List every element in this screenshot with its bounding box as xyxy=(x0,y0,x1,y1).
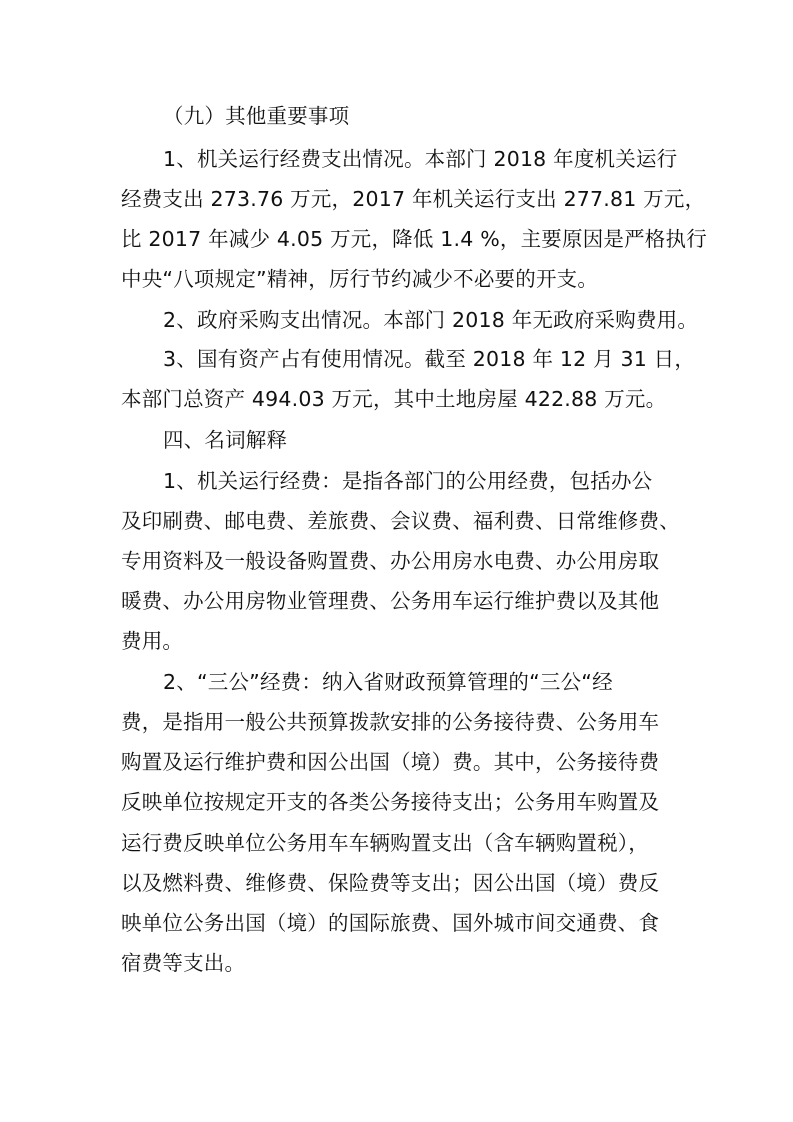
section-heading-glossary: 四、名词解释 xyxy=(163,428,288,452)
section-heading-other-matters: （九）其他重要事项 xyxy=(163,104,350,128)
paragraph-line: 反映单位按规定开支的各类公务接待支出；公务用车购置及 xyxy=(121,790,660,814)
paragraph-line: 运行费反映单位公务用车车辆购置支出（含车辆购置税）， xyxy=(121,831,649,855)
paragraph-line: 1、机关运行经费支出情况。本部门 2018 年度机关运行 xyxy=(163,147,678,171)
paragraph-line: 暖费、办公用房物业管理费、公务用车运行维护费以及其他 xyxy=(121,589,660,613)
paragraph-line: 及印刷费、邮电费、差旅费、会议费、福利费、日常维修费、 xyxy=(121,509,680,533)
paragraph-line: 费用。 xyxy=(121,629,184,653)
paragraph-line: 1、机关运行经费：是指各部门的公用经费，包括办公 xyxy=(163,469,653,493)
paragraph-line: 比 2017 年减少 4.05 万元，降低 1.4 %，主要原因是严格执行 xyxy=(121,227,707,251)
paragraph-line: 费，是指用一般公共预算拨款安排的公务接待费、公务用车 xyxy=(121,710,660,734)
paragraph-line: 2、政府采购支出情况。本部门 2018 年无政府采购费用。 xyxy=(163,308,699,332)
paragraph-line: 2、“三公”经费：纳入省财政预算管理的“三公“经 xyxy=(163,670,613,694)
paragraph-line: 宿费等支出。 xyxy=(121,951,246,975)
paragraph-line: 以及燃料费、维修费、保险费等支出；因公出国（境）费反 xyxy=(121,871,660,895)
paragraph-line: 专用资料及一般设备购置费、办公用房水电费、办公用房取 xyxy=(121,549,660,573)
paragraph-line: 经费支出 273.76 万元，2017 年机关运行支出 277.81 万元， xyxy=(121,187,706,211)
paragraph-line: 本部门总资产 494.03 万元，其中土地房屋 422.88 万元。 xyxy=(121,387,667,411)
paragraph-line: 映单位公务出国（境）的国际旅费、国外城市间交通费、食 xyxy=(121,911,660,935)
paragraph-line: 3、国有资产占有使用情况。截至 2018 年 12 月 31 日， xyxy=(163,347,696,371)
paragraph-line: 中央“八项规定”精神，厉行节约减少不必要的开支。 xyxy=(121,267,599,291)
paragraph-line: 购置及运行维护费和因公出国（境）费。其中，公务接待费 xyxy=(121,750,660,774)
